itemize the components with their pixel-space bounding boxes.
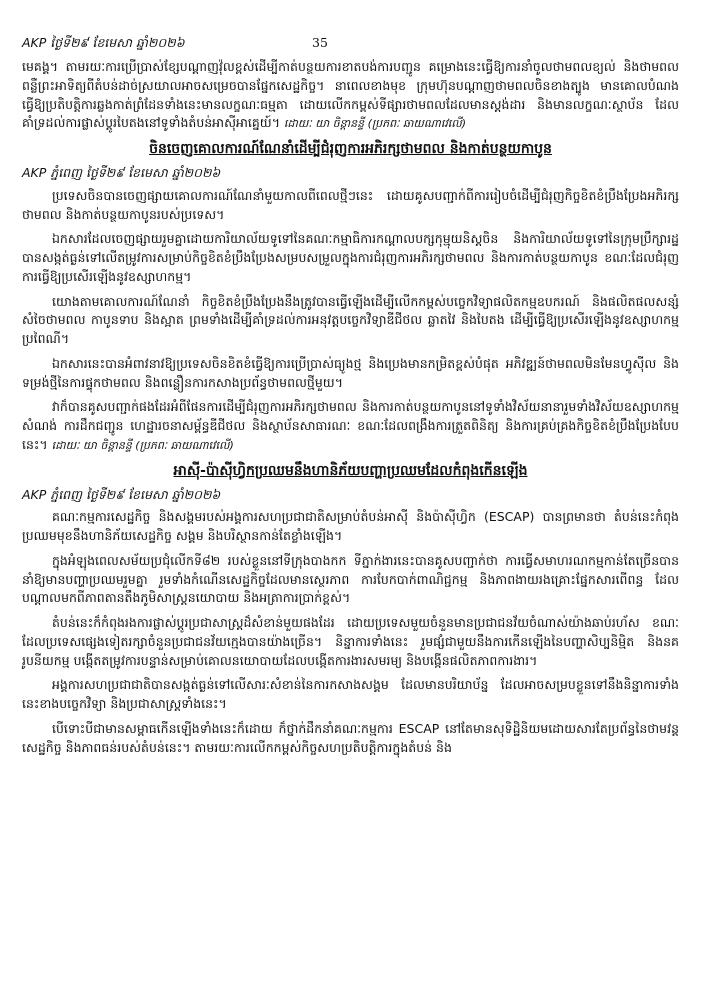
article1-paragraph: យោងតាមគោលការណ៍ណែនាំ កិច្ចខិតខំប្រឹងប្រែងនឹងត្រូវបានធ្វើឡើងដើម្បីលើកកម្ពស់បច្ចេកវិទ្យាផលិតកម្មឧបករណ៍ និងផលិតផលសន្សំសំចៃថាមពល កាបូនទាប និងស្អាត ព្រមទាំងដើម្បីគាំទ្រដល់ការអនុវត្តបច្ចេកវិទ្យាឌីជីថល ឆ្លាតវៃ និងបៃតង ដើម្បីធ្វើឱ្យប្រសើរឡើងនូវឧស្សាហកម្មប្រពៃណី។ (22, 293, 679, 346)
article2-paragraph: តំបន់នេះក៏កំពុងរងការផ្លាស់ប្តូរប្រជាសាស្ត្រដ៏សំខាន់មួយផងដែរ ដោយប្រទេសមួយចំនួនមានប្រជាជនវ័យចំណាស់យ៉ាងឆាប់រហ័ស ខណៈដែលប្រទេសផ្សេងទៀតរក្សាចំនួនប្រជាជនវ័យក្មេងបានយ៉ាងច្រើន។ និន្នាការទាំងនេះ រួមផ្សំជាមួយនឹងការកើនឡើងនៃបញ្ហាសិប្បនិម្មិត និងនគរូបនីយកម្ម បង្កើតតម្រូវការបន្ទាន់សម្រាប់គោលនយោបាយដែលបង្កើតការងារសមរម្យ និងបង្កើនផលិតភាពការងារ។ (22, 615, 679, 668)
page-header (22, 34, 679, 58)
article1-paragraph: ប្រទេសចិនបានចេញផ្សាយគោលការណ៍ណែនាំមួយកាលពីពេលថ្មីៗនេះ ដោយគូសបញ្ជាក់ពីការរៀបចំដើម្បីជំរុញកិច្ចខិតខំប្រឹងប្រែងអភិរក្សថាមពល និងកាត់បន្ថយកាបូនរបស់ប្រទេស។ (22, 187, 679, 222)
article1-dateline: AKP ភ្នំពេញ ថ្ងៃទី២៩ ខែមេសា ឆ្នាំ២០២៦ (22, 165, 221, 180)
article1-title: ចិនចេញគោលការណ៍ណែនាំដើម្បីជំរុញការអភិរក្សថាមពល និងកាត់បន្ថយកាបូន (149, 141, 552, 157)
article1-source: ដោយៈ យា ចិន្តានន្ទី (ប្រភពៈ ឆាយណាវេលើ) (51, 438, 234, 452)
article2-paragraph: បើទោះបីជាមានសម្ពាធកើនឡើងទាំងនេះក៏ដោយ ក៏ថ្នាក់ដឹកនាំគណៈកម្មការ ESCAP នៅតែមានសុទិដ្ឋិនិយមដោយសារតែប្រព័ន្ធនៃថាមវន្តសេដ្ឋកិច្ច និងភាពធន់របស់តំបន់នេះ។ តាមរយៈការលើកកម្ពស់កិច្ចសហប្រតិបត្តិការក្នុងតំបន់ និង (22, 720, 679, 755)
article1-paragraph-last (22, 398, 679, 454)
article2-title: អាស៊ី-ប៉ាស៊ីហ្វិកប្រឈមនឹងហានិភ័យបញ្ហាប្រឈមដែលកំពុងកើនឡើង (173, 462, 528, 479)
page-number: 35 (312, 35, 328, 50)
intro-source: ដោយៈ យា ចិន្តានន្ទី (ប្រភពៈ ឆាយណាវេលើ) (283, 117, 467, 131)
article2-paragraph: អង្គការសហប្រជាជាតិបានសង្កត់ធ្ងន់ទៅលើសារៈសំខាន់នៃការកសាងសង្គម ដែលមានបរិយាប័ន្ន ដែលអាចសម្របខ្លួនទៅនឹងនិន្នាការទាំងនេះខាងបច្ចេកវិទ្យា និងប្រជាសាស្ត្រទាំងនេះ។ (22, 677, 679, 711)
article1-paragraph: ឯកសារនេះបានអំពាវនាវឱ្យប្រទេសចិនខិតខំធ្វើឱ្យការប្រើប្រាស់ធ្យូងថ្ម និងប្រេងមានកម្រិតខ្ពស់បំផុត អភិវឌ្ឍន៍ថាមពលមិនមែនហ្វូស៊ីល និងទម្រង់ថ្មីនៃការផ្ទុកថាមពល និងពន្លឿនការកសាងប្រព័ន្ធថាមពលថ្មីមួយ។ (22, 355, 679, 390)
article2-paragraph: គណៈកម្មការសេដ្ឋកិច្ច និងសង្គមរបស់អង្គការសហប្រជាជាតិសម្រាប់តំបន់អាស៊ី និងប៉ាស៊ីហ្វិក (ESCAP) បានព្រមានថា តំបន់នេះកំពុងប្រឈមមុខនឹងហានិភ័យសេដ្ឋកិច្ច សង្គម និងបរិស្ថានកាន់តែខ្លាំងឡើង។ (22, 509, 679, 543)
article2-dateline: AKP ភ្នំពេញ ថ្ងៃទី២៩ ខែមេសា ឆ្នាំ២០២៦ (22, 486, 221, 502)
article1-paragraph-text: វាក៏បានគូសបញ្ជាក់ផងដែរអំពីផែនការដើម្បីជំរុញការអភិរក្សថាមពល និងការកាត់បន្ថយកាបូននៅទូទាំងវិស័យនានារួមទាំងវិស័យឧស្សាហកម្ម សំណង់ ការដឹកជញ្ជូន ហេដ្ឋារចនាសម្ព័ន្ធឌីជីថល និងស្ថាប័នសាធារណៈ ខណៈដែលពង្រឹងការត្រួតពិនិត្យ និងការគ្រប់គ្រងកិច្ចខិតខំប្រឹងប្រែងបែបនេះ។ (22, 399, 679, 452)
intro-text: មេគង្គ។ តាមរយៈការប្រើប្រាស់ខ្សែបណ្តាញវ៉ុលខ្ពស់ដើម្បីកាត់បន្ថយការខាតបង់ការបញ្ជូន គម្រោងនេះធ្វើឱ្យការនាំចូលថាមពលខ្យល់ និងថាមពលពន្លឺព្រះអាទិត្យពីតំបន់ដាច់ស្រយាលអាចសម្រេចបានផ្នែកសេដ្ឋកិច្ច។ នាពេលខាងមុខ ក្រុមហ៊ុនបណ្តាញថាមពលចិនខាងត្បូង មានគោលបំណងធ្វើឱ្យប្រតិបត្តិការឆ្លងកាត់ព្រំដែនទាំងនេះមានលក្ខណៈធម្មតា ដោយលើកកម្ពស់ទីផ្សារថាមពលដែលមានស្តង់ដារ និងមានលក្ខណៈស្ថាប័ន ដែលគាំទ្រដល់ការផ្លាស់ប្តូរបៃតងនៅទូទាំងតំបន់អាស៊ីអាគ្នេយ៍។ (22, 59, 679, 131)
intro-paragraph (22, 58, 679, 133)
article2-paragraph: ក្នុងអំឡុងពេលសម័យប្រជុំលើកទី៨២ របស់ខ្លួននៅទីក្រុងបាងកក ទីភ្នាក់ងារនេះបានគូសបញ្ជាក់ថា ការធ្វើសមាហរណកម្មកាន់តែច្រើនបាននាំឱ្យមានបញ្ហាប្រឈមរួមគ្នា រួមទាំងកំណើនសេដ្ឋកិច្ចដែលមានស្ថេរភាព ការបែកបាក់ពាណិជ្ជកម្ម និងភាពងាយរងគ្រោះផ្នែកសារពើពន្ធ ដែលបណ្តាលមកពីភាពតានតឹងភូមិសាស្ត្រនយោបាយ និងអត្រាការប្រាក់ខ្ពស់។ (22, 552, 679, 606)
header-dateline: AKP ថ្ងៃទី២៩ ខែមេសា ឆ្នាំ២០២៦ (22, 35, 185, 50)
article1-paragraph: ឯកសារដែលចេញផ្សាយរួមគ្នាដោយការិយាល័យទូទៅនៃគណៈកម្មាធិការកណ្តាលបក្សកុម្មុយនិស្តចិន និងការិយាល័យទូទៅនៃក្រុមប្រឹក្សារដ្ឋ បានសង្កត់ធ្ងន់ទៅលើតម្រូវការសម្រាប់កិច្ចខិតខំប្រឹងប្រែងសម្របសម្រួលក្នុងការជំរុញការអភិរក្សថាមពល និងការកាត់បន្ថយកាបូន ខណៈដែលជំរុញការធ្វើឱ្យប្រសើរឡើងនូវឧស្សាហកម្ម។ (22, 231, 679, 284)
